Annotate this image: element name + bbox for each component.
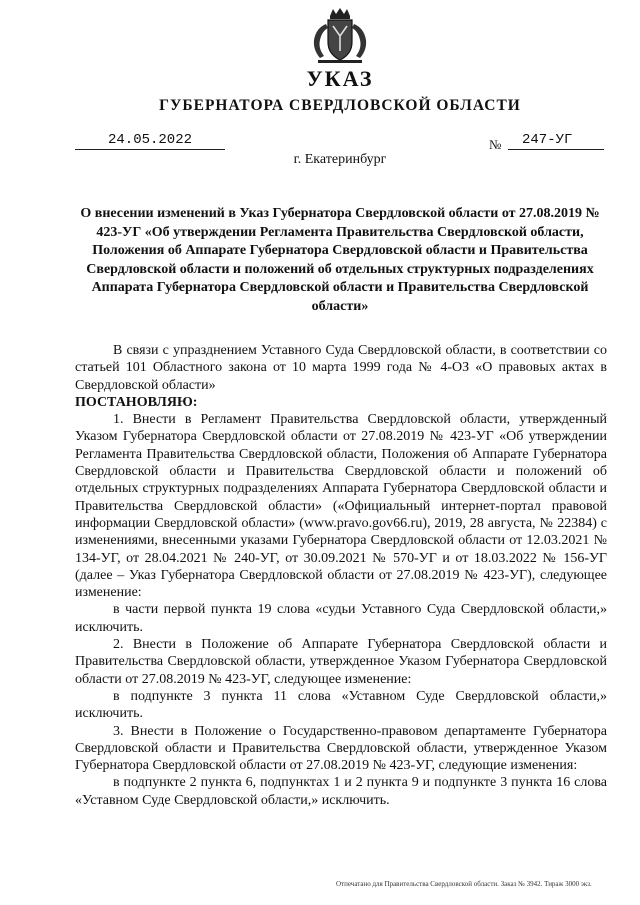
- item-1-change: в части первой пункта 19 слова «судьи Уставного Суда Свердловской области,» исключить.: [75, 602, 607, 635]
- document-city: г. Екатеринбург: [293, 152, 387, 167]
- document-date: 24.05.2022: [75, 132, 225, 150]
- item-1-paragraph: 1. Внести в Регламент Правительства Свердловской области, утвержденный Указом Губернатора Свердловской области от 27.08.2019 № 423-УГ «Об утверждении Регламента Правительства Свердловской области, Положения об Аппарате Губернатора Свердловской области и Правительства Свердловской области и положений об отдельных структурных подразделениях Аппарата Губернатора Свердловской области и Правительства Свердловской области» («Официальный интернет-портал правовой информации Свердловской области» (www.pravo.gov66.ru), 2019, 28 августа, № 22384) с изменениями, внесенными указами Губернатора Свердловской области от 12.03.2021 № 134-УГ, от 28.04.2021 № 240-УГ, от 30.09.2021 № 570-УГ и от 18.03.2022 № 156-УГ (далее – Указ Губернатора Свердловской области от 27.08.2019 № 423-УГ), следующее изменение:: [75, 412, 607, 601]
- document-number: 247-УГ: [508, 132, 604, 150]
- decree-keyword: ПОСТАНОВЛЯЮ:: [75, 394, 198, 410]
- coat-of-arms-icon: [300, 6, 380, 66]
- item-2-paragraph: 2. Внести в Положение об Аппарате Губернатора Свердловской области и Правительства Свердловской области, утвержденное Указом Губернатора Свердловской области от 27.08.2019 № 423-УГ, следующее изменение:: [75, 637, 607, 687]
- document-issuer: ГУБЕРНАТОРА СВЕРДЛОВСКОЙ ОБЛАСТИ: [159, 97, 521, 114]
- document-heading: О внесении изменений в Указ Губернатора Свердловской области от 27.08.2019 № 423-УГ «Об утверждении Регламента Правительства Свердловской области, Положения об Аппарате Губернатора Свердловской области и Правительства Свердловской области и положений об отдельных структурных подразделениях Аппарата Губернатора Свердловской области и Правительства Свердловской области»: [80, 206, 600, 314]
- document-body: [75, 342, 607, 809]
- item-3-paragraph: 3. Внести в Положение о Государственно-правовом департаменте Губернатора Свердловской области и Правительства Свердловской области, утвержденное Указом Губернатора Свердловской области от 27.08.2019 № 423-УГ, следующие изменения:: [75, 723, 607, 774]
- number-sign: №: [489, 137, 502, 152]
- item-2-change: в подпункте 3 пункта 11 слова «Уставном Суде Свердловской области,» исключить.: [75, 688, 607, 722]
- item-3-change: в подпункте 2 пункта 6, подпунктах 1 и 2 пункта 9 и подпункте 3 пункта 16 слова «Уставном Суде Свердловской области,» исключить.: [75, 775, 607, 808]
- print-note: Отпечатано для Правительства Свердловской области. Заказ № 3942. Тираж 3000 экз.: [336, 880, 592, 888]
- preamble-paragraph: В связи с упразднением Уставного Суда Свердловской области, в соответствии со статьей 101 Областного закона от 10 марта 1999 года № 4-ОЗ «О правовых актах в Свердловской области»: [75, 343, 607, 393]
- document-title: УКАЗ: [306, 66, 374, 91]
